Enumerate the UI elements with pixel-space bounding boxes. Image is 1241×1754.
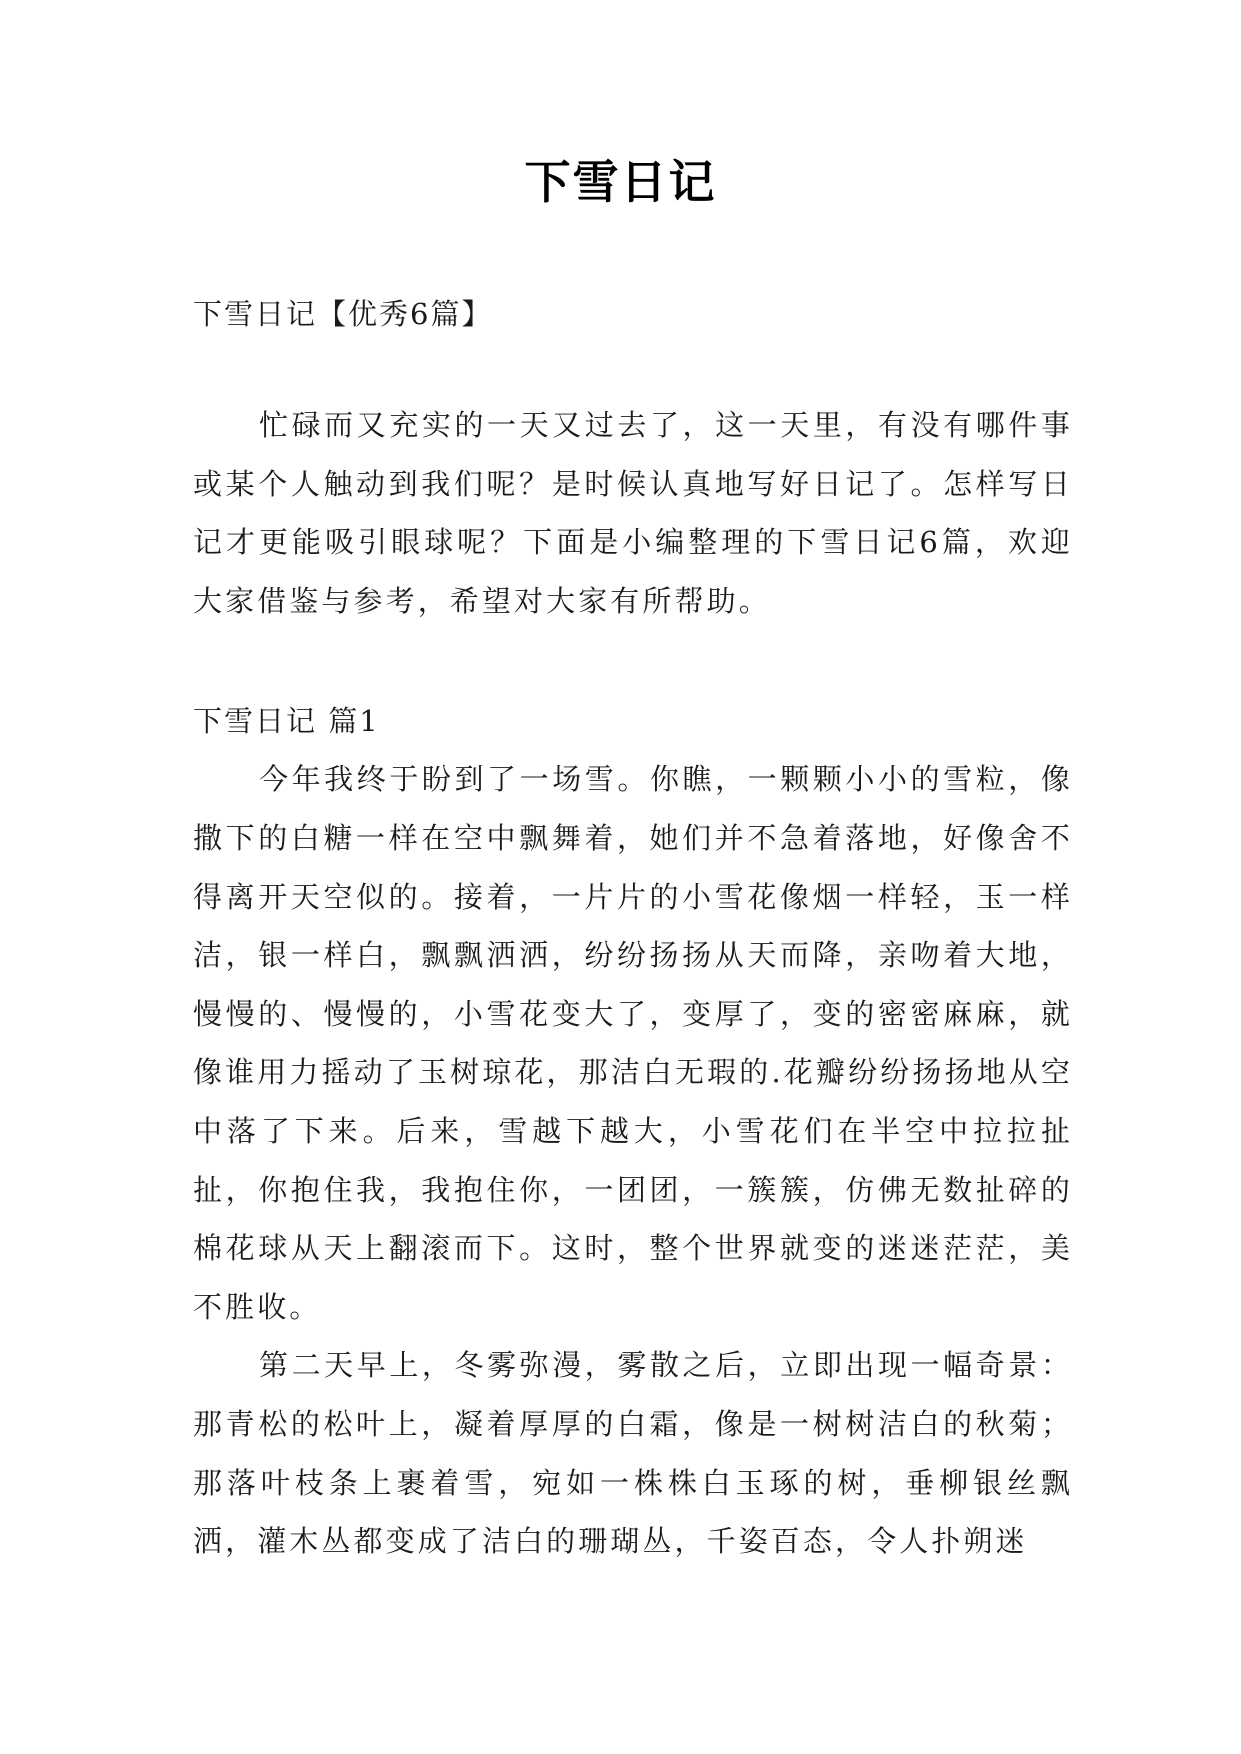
document-subtitle: 下雪日记【优秀6篇】	[193, 297, 493, 331]
document-body	[193, 284, 1073, 1571]
section-heading: 下雪日记 篇1	[193, 704, 380, 739]
body-paragraph: 今年我终于盼到了一场雪。你瞧，一颗颗小小的雪粒，像撒下的白糖一样在空中飘舞着，她们并不急着落地，好像舍不得离开天空似的。接着，一片片的小雪花像烟一样轻，玉一样洁，银一样白，飘飘洒洒，纷纷扬扬从天而降，亲吻着大地，慢慢的、慢慢的，小雪花变大了，变厚了，变的密密麻麻，就像谁用力摇动了玉树琼花，那洁白无瑕的.花瓣纷纷扬扬地从空中落了下来。后来，雪越下越大，小雪花们在半空中拉拉扯扯，你抱住我，我抱住你，一团团，一簇簇，仿佛无数扯碎的棉花球从天上翻滚而下。这时，整个世界就变的迷迷茫茫，美不胜收。	[193, 762, 1073, 1324]
document-title: 下雪日记	[524, 155, 717, 209]
intro-paragraph: 忙碌而又充实的一天又过去了，这一天里，有没有哪件事或某个人触动到我们呢？是时候认真地写好日记了。怎样写日记才更能吸引眼球呢？下面是小编整理的下雪日记6篇，欢迎大家借鉴与参考，希望对大家有所帮助。	[193, 408, 1073, 618]
body-paragraph: 第二天早上，冬雾弥漫，雾散之后，立即出现一幅奇景：那青松的松叶上，凝着厚厚的白霜，像是一树树洁白的秋菊；那落叶枝条上裹着雪，宛如一株株白玉琢的树，垂柳银丝飘洒，灌木丛都变成了洁白的珊瑚丛，千姿百态，令人扑朔迷	[193, 1348, 1073, 1559]
